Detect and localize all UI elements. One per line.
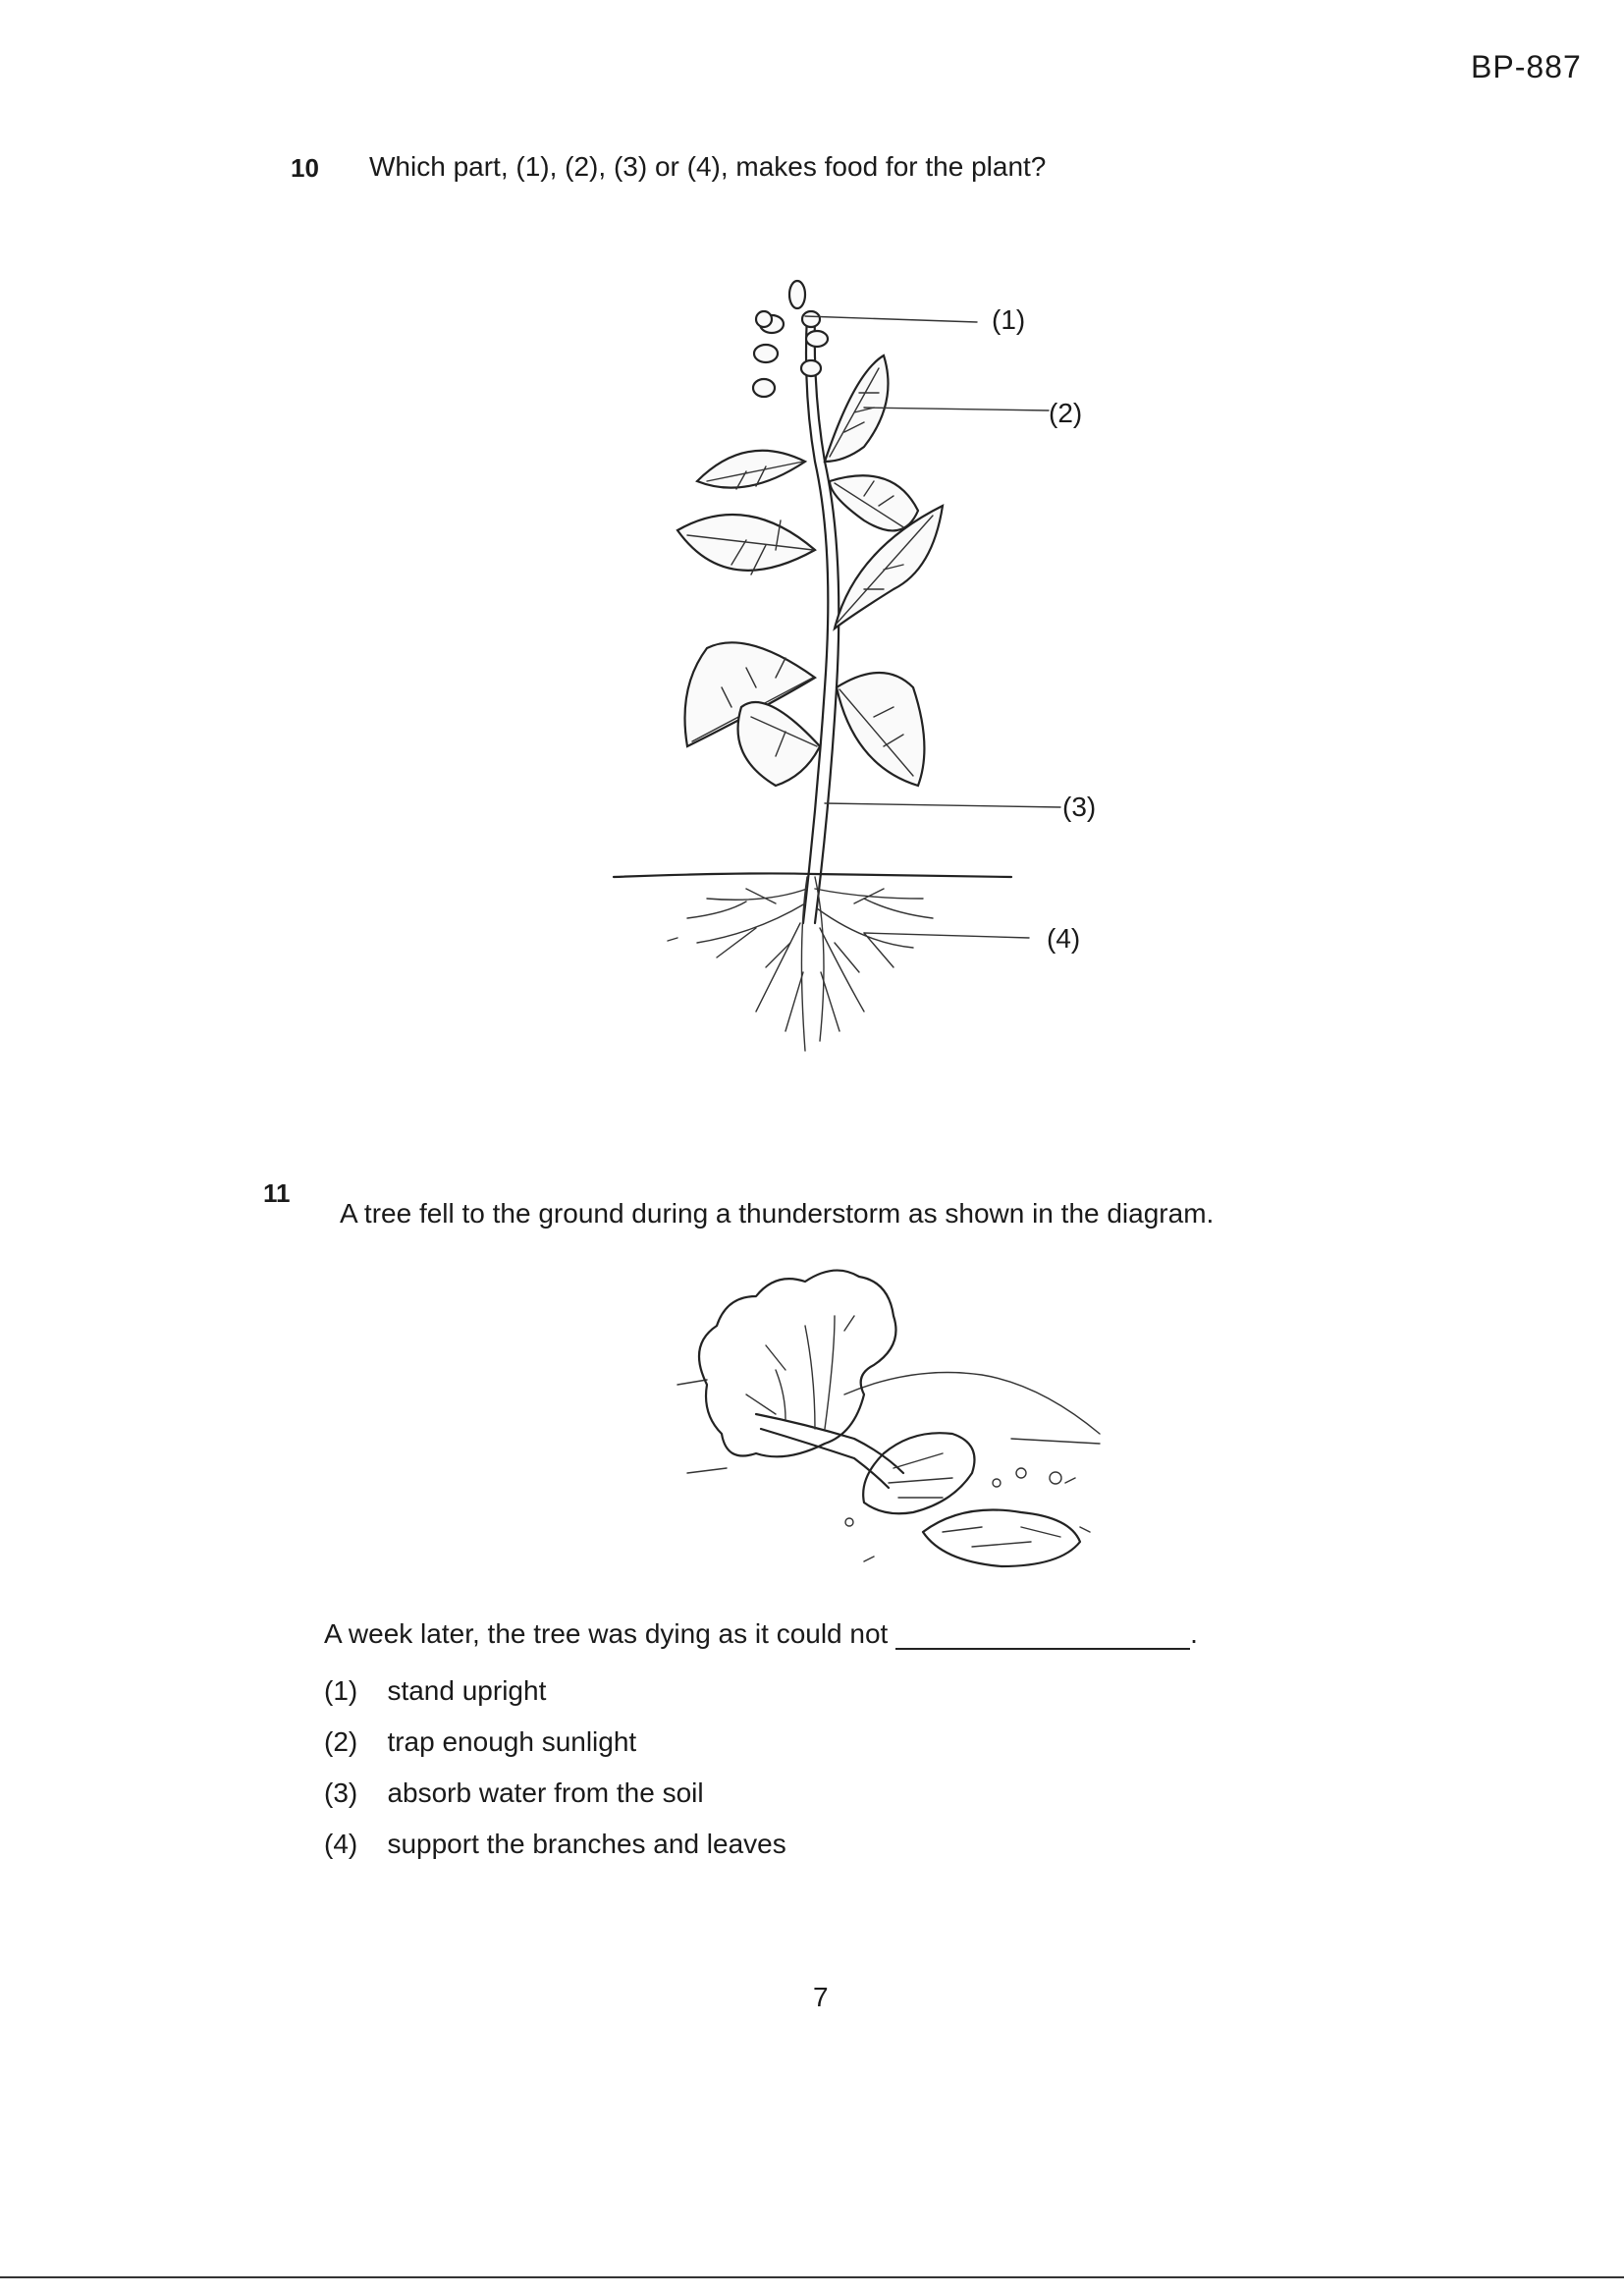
question-11-stem-text: A week later, the tree was dying as it could not — [324, 1618, 889, 1649]
option-1-text: stand upright — [387, 1675, 547, 1706]
option-3[interactable] — [324, 1777, 704, 1809]
option-2-number: (2) — [324, 1726, 358, 1757]
bottom-rule — [0, 2276, 1624, 2278]
plant-label-1: (1) — [992, 304, 1026, 335]
exam-code: BP-887 — [1471, 49, 1582, 84]
tree-canopy — [699, 1271, 896, 1457]
question-11-text: A tree fell to the ground during a thunderstorm as shown in the diagram. — [340, 1198, 1215, 1229]
plant-label-4: (4) — [1047, 923, 1081, 954]
option-1[interactable] — [324, 1675, 546, 1707]
option-3-text: absorb water from the soil — [387, 1777, 704, 1808]
question-11-stem: A week later, the tree was dying as it could not . — [324, 1618, 1198, 1649]
plant-label-2: (2) — [1049, 398, 1083, 428]
question-10-number: 10 — [291, 153, 319, 183]
soil-clump — [923, 1510, 1080, 1567]
page-number: 7 — [813, 1982, 829, 2012]
tree-trunk — [756, 1414, 903, 1488]
option-2[interactable] — [324, 1726, 636, 1758]
question-11-number: 11 — [263, 1178, 291, 1208]
option-4-number: (4) — [324, 1829, 358, 1859]
option-2-text: trap enough sunlight — [387, 1726, 637, 1757]
plant-label-3: (3) — [1062, 792, 1097, 822]
hill-line — [677, 1373, 1100, 1435]
option-4-text: support the branches and leaves — [387, 1829, 786, 1859]
option-4[interactable] — [324, 1829, 786, 1860]
option-1-number: (1) — [324, 1675, 358, 1706]
upturned-roots — [863, 1433, 974, 1513]
question-10-text: Which part, (1), (2), (3) or (4), makes food for the plant? — [369, 151, 1047, 182]
answer-blank — [895, 1620, 1190, 1650]
option-3-number: (3) — [324, 1777, 358, 1808]
